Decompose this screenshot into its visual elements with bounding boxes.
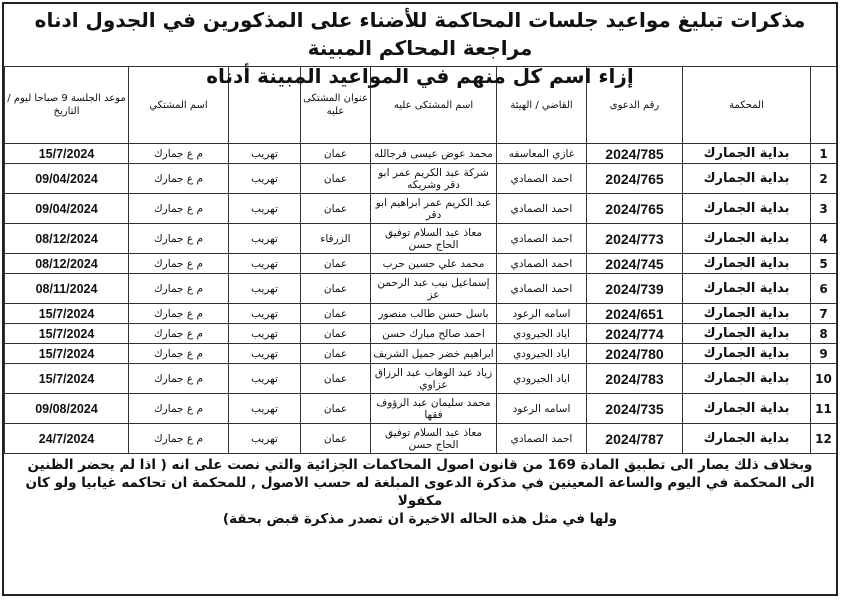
row-address: عمان <box>301 254 371 274</box>
table-row <box>5 224 837 254</box>
row-judge: اياد الجيرودي <box>497 364 587 394</box>
header-num <box>811 67 837 144</box>
row-date: 15/7/2024 <box>5 324 129 344</box>
row-court: بداية الجمارك <box>683 424 811 454</box>
header-address: عنوان المشتكى عليه <box>301 67 371 144</box>
table-row <box>5 164 837 194</box>
header-date: موعد الجلسة 9 صباحا ليوم / التاريخ <box>5 67 129 144</box>
row-num: 12 <box>811 424 837 454</box>
row-charge: تهريب <box>229 424 301 454</box>
row-defendant: باسل حسن طالب منصور <box>371 304 497 324</box>
row-judge: اياد الجيرودي <box>497 344 587 364</box>
row-judge: اياد الجيرودي <box>497 324 587 344</box>
row-charge: تهريب <box>229 194 301 224</box>
row-address: عمان <box>301 164 371 194</box>
row-judge: احمد الصمادي <box>497 254 587 274</box>
row-num: 11 <box>811 394 837 424</box>
row-num: 2 <box>811 164 837 194</box>
row-num: 5 <box>811 254 837 274</box>
row-address: عمان <box>301 424 371 454</box>
row-court: بداية الجمارك <box>683 304 811 324</box>
row-case: 2024/774 <box>587 324 683 344</box>
row-case: 2024/780 <box>587 344 683 364</box>
row-defendant: معاذ عبد السلام توفيق الحاج حسن <box>371 424 497 454</box>
row-charge: تهريب <box>229 254 301 274</box>
row-charge: تهريب <box>229 274 301 304</box>
hearings-table <box>4 66 837 454</box>
row-defendant: محمد عوض عيسى فرجالله <box>371 144 497 164</box>
row-plaintiff: م ع جمارك <box>129 254 229 274</box>
row-defendant: شركة عبد الكريم عمر ابو دقر وشريكه <box>371 164 497 194</box>
row-charge: تهريب <box>229 344 301 364</box>
row-date: 08/11/2024 <box>5 274 129 304</box>
header-plaintiff: اسم المشتكي <box>129 67 229 144</box>
row-plaintiff: م ع جمارك <box>129 194 229 224</box>
row-case: 2024/651 <box>587 304 683 324</box>
row-judge: احمد الصمادي <box>497 164 587 194</box>
table-row <box>5 144 837 164</box>
row-court: بداية الجمارك <box>683 194 811 224</box>
row-case: 2024/773 <box>587 224 683 254</box>
row-charge: تهريب <box>229 164 301 194</box>
row-charge: تهريب <box>229 144 301 164</box>
row-case: 2024/765 <box>587 194 683 224</box>
row-court: بداية الجمارك <box>683 274 811 304</box>
row-date: 09/04/2024 <box>5 194 129 224</box>
table-row <box>5 324 837 344</box>
row-address: عمان <box>301 344 371 364</box>
row-address: عمان <box>301 194 371 224</box>
row-date: 15/7/2024 <box>5 344 129 364</box>
row-num: 9 <box>811 344 837 364</box>
row-plaintiff: م ع جمارك <box>129 424 229 454</box>
row-plaintiff: م ع جمارك <box>129 224 229 254</box>
row-num: 10 <box>811 364 837 394</box>
notice-sheet <box>2 2 838 596</box>
row-num: 8 <box>811 324 837 344</box>
row-num: 7 <box>811 304 837 324</box>
row-defendant: محمد سليمان عبد الرؤوف فقها <box>371 394 497 424</box>
legal-notice-line-3: ولها في مثل هذه الحاله الاخيرة ان تصدر مذكرة قبض بحقة) <box>222 511 618 527</box>
table-row <box>5 424 837 454</box>
row-defendant: معاذ عبد السلام توفيق الحاج حسن <box>371 224 497 254</box>
row-address: عمان <box>301 364 371 394</box>
row-defendant: احمد صالح مبارك حسن <box>371 324 497 344</box>
row-num: 4 <box>811 224 837 254</box>
row-court: بداية الجمارك <box>683 324 811 344</box>
row-date: 08/12/2024 <box>5 254 129 274</box>
row-num: 1 <box>811 144 837 164</box>
title-line-2: إزاء اسم كل منهم في المواعيد المبينة أدناه <box>206 64 634 88</box>
row-case: 2024/785 <box>587 144 683 164</box>
row-court: بداية الجمارك <box>683 164 811 194</box>
row-judge: احمد الصمادي <box>497 424 587 454</box>
row-plaintiff: م ع جمارك <box>129 144 229 164</box>
legal-notice-line-2: الى المحكمة في اليوم والساعة المعينين في مذكرة الدعوى المبلغة له حسب الاصول , للمحكمة ان تحاكمه غيابيا ولو كان مكفولا <box>25 475 815 509</box>
legal-notice-line-1: وبخلاف ذلك يصار الى تطبيق المادة 169 من قانون اصول المحاكمات الجزائية والتي نصت على انه ( اذا لم يحضر الظنين <box>27 457 813 473</box>
table-row <box>5 394 837 424</box>
row-judge: احمد الصمادي <box>497 274 587 304</box>
row-charge: تهريب <box>229 324 301 344</box>
row-defendant: عبد الكريم عمر ابراهيم ابو دقر <box>371 194 497 224</box>
row-date: 15/7/2024 <box>5 304 129 324</box>
row-plaintiff: م ع جمارك <box>129 164 229 194</box>
header-defendant: اسم المشتكى عليه <box>371 67 497 144</box>
row-case: 2024/739 <box>587 274 683 304</box>
row-date: 08/12/2024 <box>5 224 129 254</box>
row-court: بداية الجمارك <box>683 344 811 364</box>
header-case: رقم الدعوى <box>587 67 683 144</box>
row-plaintiff: م ع جمارك <box>129 394 229 424</box>
row-court: بداية الجمارك <box>683 254 811 274</box>
row-plaintiff: م ع جمارك <box>129 324 229 344</box>
row-date: 09/08/2024 <box>5 394 129 424</box>
row-defendant: محمد علي حسين حرب <box>371 254 497 274</box>
row-charge: تهريب <box>229 224 301 254</box>
row-plaintiff: م ع جمارك <box>129 344 229 364</box>
row-charge: تهريب <box>229 394 301 424</box>
row-court: بداية الجمارك <box>683 144 811 164</box>
title-line-1: مذكرات تبليغ مواعيد جلسات المحاكمة للأضناء على المذكورين في الجدول ادناه مراجعة المحاكم المبينة <box>34 8 806 60</box>
table-row <box>5 254 837 274</box>
row-date: 15/7/2024 <box>5 364 129 394</box>
row-num: 3 <box>811 194 837 224</box>
row-judge: احمد الصمادي <box>497 194 587 224</box>
row-judge: اسامه الرعود <box>497 394 587 424</box>
row-case: 2024/787 <box>587 424 683 454</box>
row-defendant: زياد عبد الوهاب عبد الرزاق عزاوي <box>371 364 497 394</box>
row-plaintiff: م ع جمارك <box>129 304 229 324</box>
row-case: 2024/783 <box>587 364 683 394</box>
row-plaintiff: م ع جمارك <box>129 274 229 304</box>
row-date: 15/7/2024 <box>5 144 129 164</box>
row-judge: غازي المعاسفه <box>497 144 587 164</box>
table-row <box>5 344 837 364</box>
row-address: عمان <box>301 144 371 164</box>
legal-notice <box>4 454 836 528</box>
row-case: 2024/765 <box>587 164 683 194</box>
row-date: 09/04/2024 <box>5 164 129 194</box>
row-court: بداية الجمارك <box>683 224 811 254</box>
table-row <box>5 364 837 394</box>
notice-title <box>4 4 836 88</box>
table-row <box>5 194 837 224</box>
table-row <box>5 304 837 324</box>
header-court: المحكمة <box>683 67 811 144</box>
row-defendant: ابراهيم خضر جميل الشريف <box>371 344 497 364</box>
row-address: عمان <box>301 274 371 304</box>
row-charge: تهريب <box>229 304 301 324</box>
row-judge: احمد الصمادي <box>497 224 587 254</box>
row-address: عمان <box>301 394 371 424</box>
row-plaintiff: م ع جمارك <box>129 364 229 394</box>
row-address: عمان <box>301 324 371 344</box>
row-charge: تهريب <box>229 364 301 394</box>
row-case: 2024/745 <box>587 254 683 274</box>
row-court: بداية الجمارك <box>683 394 811 424</box>
row-num: 6 <box>811 274 837 304</box>
header-judge: القاضي / الهيئة <box>497 67 587 144</box>
table-row <box>5 274 837 304</box>
row-address: عمان <box>301 304 371 324</box>
row-address: الزرقاء <box>301 224 371 254</box>
row-defendant: إسماعيل نيب عبد الرحمن عز <box>371 274 497 304</box>
row-date: 24/7/2024 <box>5 424 129 454</box>
row-court: بداية الجمارك <box>683 364 811 394</box>
row-judge: اسامه الرعود <box>497 304 587 324</box>
row-case: 2024/735 <box>587 394 683 424</box>
